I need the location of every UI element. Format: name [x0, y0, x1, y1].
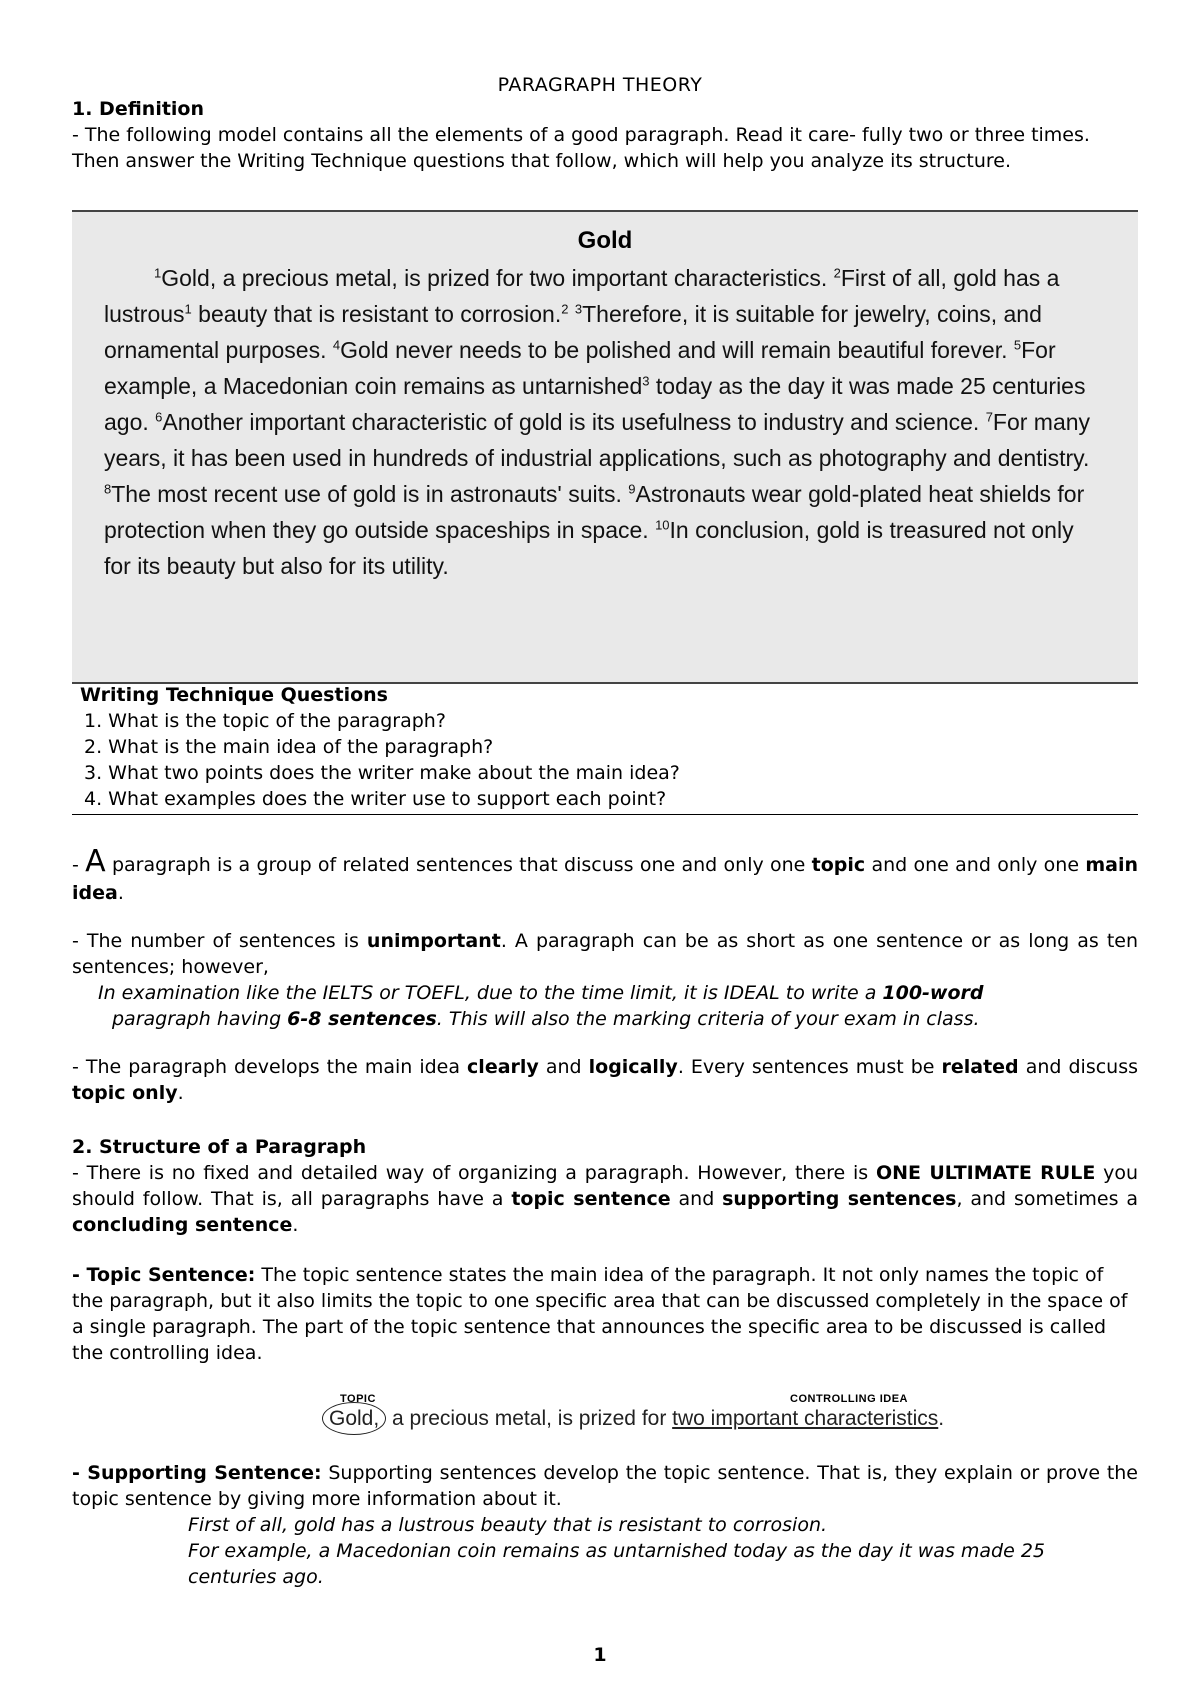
definition-intro: - The following model contains all the elements of a good paragraph. Read it care- fully two or three times. Then answer the Writing Technique questions that follow, which will help you analyze its structure. [72, 124, 1090, 172]
question-item: 1. What is the topic of the paragraph? [84, 710, 446, 732]
controlling-idea-label: CONTROLLING IDEA [790, 1393, 908, 1405]
topic-sentence-figure: Gold, a precious metal, is prized for two important characteristics. [322, 1406, 944, 1432]
questions-heading: Writing Technique Questions [80, 684, 388, 706]
question-item: 2. What is the main idea of the paragraph? [84, 736, 494, 758]
topic-label: TOPIC [340, 1393, 376, 1405]
structure-text: - There is no fixed and detailed way of organizing a paragraph. However, there is ONE ULTIMATE RULE you should follow. That is, all paragraphs have a topic sentence and supporting sentences, and sometimes a concluding sentence. [72, 1162, 1139, 1236]
section-heading: 1. Definition [72, 98, 205, 120]
topic-sentence-section: - Topic Sentence: The topic sentence states the main idea of the paragraph. It not only names the topic of the paragraph, but it also limits the topic to one specific area that can be discussed completely in the space of a single paragraph. The part of the topic sentence that announces the specific area to be discussed is called the controlling idea. [72, 1264, 1128, 1364]
support-example: First of all, gold has a lustrous beauty that is resistant to corrosion. [188, 1514, 828, 1536]
writing-technique-questions [72, 682, 1138, 815]
exam-tip: In examination like the IELTS or TOEFL, due to the time limit, it is IDEAL to write a 100-word [98, 982, 984, 1004]
gold-title: Gold [577, 227, 633, 254]
supporting-sentence-section: - Supporting Sentence: Supporting sentences develop the topic sentence. That is, they explain or prove the topic sentence by giving more information about it. First of all, gold has a lustrous beauty that is resistant to corrosion. For example, a Macedonian coin remains as untarnished today as the day it was made 25 centuries ago. [72, 1462, 1138, 1588]
gold-model-paragraph [72, 210, 1138, 684]
section-structure [72, 1134, 1138, 1238]
section-heading: 2. Structure of a Paragraph [72, 1136, 367, 1158]
gold-paragraph-text: $^1$Gold, a precious metal, is prized for two important characteristics. $^2$First of all, gold has a lustrous$^1$ beauty that is resistant to corrosion.$^2$ $^3$Therefore, it is suitable for jewelry, coins, and ornamental purposes. $^4$Gold never needs to be polished and will remain beautiful forever. $^5$For example, a Macedonian coin remains as untarnished$^3$ today as the day it was made 25 centuries ago. $^6$Another important characteristic of gold is its usefulness to industry and science. $^7$For many years, it has been used in hundreds of industrial applications, such as photography and dentistry. $^8$The most recent use of gold is in astronauts' suits. $^9$Astronauts wear gold-plated heat shields for protection when they go outside spaceships in space. $^{10}$In conclusion, gold is treasured not only for its beauty but also for its utility. [104, 265, 1091, 579]
document-title: PARAGRAPH THEORY [497, 74, 703, 96]
paragraph-definition: - A paragraph is a group of related sentences that discuss one and only one topic and one and only one main idea. [72, 844, 1138, 904]
topic-oval: Gold, [322, 1402, 386, 1435]
question-item: 4. What examples does the writer use to support each point? [84, 788, 667, 810]
controlling-idea-underline: two important characteristics [672, 1407, 939, 1430]
sentence-count-note: - The number of sentences is unimportant. A paragraph can be as short as one sentence or as long as ten sentences; however, In examination like the IELTS or TOEFL, due to the time limit, it is IDEAL to write a 100-word paragraph having 6-8 sentences. This will also the marking criteria of your exam in class. [72, 930, 1138, 1030]
develops-note: - The paragraph develops the main idea clearly and logically. Every sentences must be related and discuss topic only. [72, 1056, 1138, 1104]
exam-tip-continued: paragraph having 6-8 sentences. This will also the marking criteria of your exam in class. [112, 1008, 980, 1030]
section-definition [72, 96, 1138, 174]
support-example: For example, a Macedonian coin remains as untarnished today as the day it was made 25 centuries ago. [188, 1540, 1046, 1588]
question-item: 3. What two points does the writer make about the main idea? [84, 762, 680, 784]
page-number: 1 [593, 1644, 607, 1666]
